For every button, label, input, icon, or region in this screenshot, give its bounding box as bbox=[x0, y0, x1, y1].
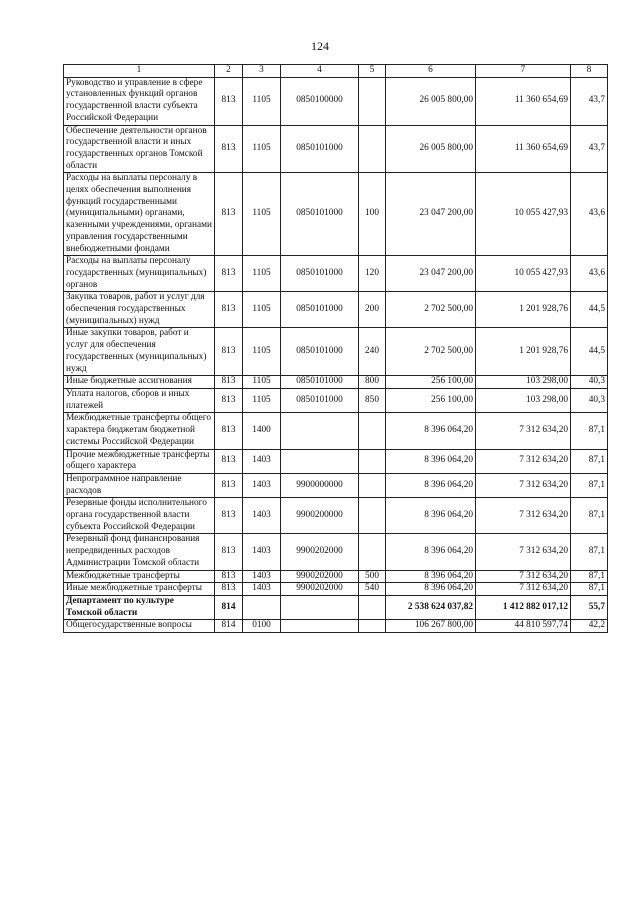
plan-amount-cell: 8 396 064,20 bbox=[386, 583, 476, 596]
expense-type-cell: 100 bbox=[359, 173, 386, 256]
row-name-cell: Резервный фонд финансирования непредвиденных расходов Администрации Томской области bbox=[64, 534, 215, 570]
section-code-cell: 1403 bbox=[243, 449, 281, 473]
plan-amount-cell: 256 100,00 bbox=[386, 376, 476, 389]
plan-amount-cell: 8 396 064,20 bbox=[386, 534, 476, 570]
row-name-cell: Резервные фонды исполнительного органа государственной власти субъекта Российской Федерации bbox=[64, 498, 215, 534]
ved-cell: 813 bbox=[215, 473, 243, 497]
plan-amount-cell: 23 047 200,00 bbox=[386, 173, 476, 256]
plan-amount-cell: 8 396 064,20 bbox=[386, 413, 476, 449]
expense-type-cell: 850 bbox=[359, 388, 386, 412]
actual-amount-cell: 7 312 634,20 bbox=[476, 449, 571, 473]
row-name-cell: Общегосударственные вопросы bbox=[64, 620, 215, 633]
row-name-cell: Расходы на выплаты персоналу в целях обеспечения выполнения функций государственными (муниципальными) органами, казенными учреждениями, органами управления государственными внебюджетными фондами bbox=[64, 173, 215, 256]
ved-cell: 814 bbox=[215, 595, 243, 619]
expense-type-cell: 240 bbox=[359, 328, 386, 376]
table-row bbox=[64, 256, 608, 292]
table-row bbox=[64, 292, 608, 328]
section-code-cell: 1105 bbox=[243, 376, 281, 389]
target-article-cell: 0850101000 bbox=[281, 388, 359, 412]
ved-cell: 813 bbox=[215, 173, 243, 256]
section-code-cell: 1400 bbox=[243, 413, 281, 449]
target-article-cell: 9900202000 bbox=[281, 534, 359, 570]
ved-cell: 813 bbox=[215, 413, 243, 449]
expense-type-cell bbox=[359, 473, 386, 497]
actual-amount-cell: 7 312 634,20 bbox=[476, 570, 571, 583]
percent-cell: 87,1 bbox=[571, 583, 608, 596]
actual-amount-cell: 44 810 597,74 bbox=[476, 620, 571, 633]
column-header: 2 bbox=[215, 65, 243, 78]
section-code-cell bbox=[243, 595, 281, 619]
row-name-cell: Иные закупки товаров, работ и услуг для обеспечения государственных (муниципальных) нужд bbox=[64, 328, 215, 376]
column-header: 8 bbox=[571, 65, 608, 78]
target-article-cell: 0850101000 bbox=[281, 328, 359, 376]
row-name-cell: Закупка товаров, работ и услуг для обеспечения государственных (муниципальных) нужд bbox=[64, 292, 215, 328]
plan-amount-cell: 26 005 800,00 bbox=[386, 125, 476, 173]
plan-amount-cell: 256 100,00 bbox=[386, 388, 476, 412]
row-name-cell: Межбюджетные трансферты общего характера бюджетам бюджетной системы Российской Федерации bbox=[64, 413, 215, 449]
actual-amount-cell: 1 201 928,76 bbox=[476, 328, 571, 376]
target-article-cell: 9900000000 bbox=[281, 473, 359, 497]
plan-amount-cell: 26 005 800,00 bbox=[386, 77, 476, 125]
actual-amount-cell: 103 298,00 bbox=[476, 376, 571, 389]
percent-cell: 43,6 bbox=[571, 256, 608, 292]
table-row bbox=[64, 173, 608, 256]
table-row bbox=[64, 570, 608, 583]
table-row bbox=[64, 125, 608, 173]
expense-type-cell: 500 bbox=[359, 570, 386, 583]
row-name-cell: Иные межбюджетные трансферты bbox=[64, 583, 215, 596]
column-header: 4 bbox=[281, 65, 359, 78]
column-header: 5 bbox=[359, 65, 386, 78]
section-code-cell: 1105 bbox=[243, 388, 281, 412]
expense-type-cell: 200 bbox=[359, 292, 386, 328]
row-name-cell: Расходы на выплаты персоналу государственных (муниципальных) органов bbox=[64, 256, 215, 292]
ved-cell: 813 bbox=[215, 376, 243, 389]
ved-cell: 813 bbox=[215, 583, 243, 596]
actual-amount-cell: 1 201 928,76 bbox=[476, 292, 571, 328]
actual-amount-cell: 11 360 654,69 bbox=[476, 125, 571, 173]
percent-cell: 43,7 bbox=[571, 125, 608, 173]
section-code-cell: 1403 bbox=[243, 498, 281, 534]
expense-type-cell bbox=[359, 498, 386, 534]
percent-cell: 87,1 bbox=[571, 413, 608, 449]
actual-amount-cell: 10 055 427,93 bbox=[476, 256, 571, 292]
ved-cell: 813 bbox=[215, 292, 243, 328]
section-code-cell: 1105 bbox=[243, 77, 281, 125]
target-article-cell: 9900202000 bbox=[281, 570, 359, 583]
header-row bbox=[64, 65, 608, 78]
ved-cell: 813 bbox=[215, 388, 243, 412]
expense-type-cell bbox=[359, 620, 386, 633]
percent-cell: 44,5 bbox=[571, 328, 608, 376]
plan-amount-cell: 106 267 800,00 bbox=[386, 620, 476, 633]
expense-type-cell bbox=[359, 449, 386, 473]
actual-amount-cell: 7 312 634,20 bbox=[476, 498, 571, 534]
percent-cell: 42,2 bbox=[571, 620, 608, 633]
target-article-cell: 0850101000 bbox=[281, 173, 359, 256]
row-name-cell: Обеспечение деятельности органов государственной власти и иных государственных органов Томской области bbox=[64, 125, 215, 173]
plan-amount-cell: 8 396 064,20 bbox=[386, 498, 476, 534]
page-number: 124 bbox=[311, 39, 329, 53]
ved-cell: 813 bbox=[215, 498, 243, 534]
actual-amount-cell: 7 312 634,20 bbox=[476, 473, 571, 497]
percent-cell: 43,7 bbox=[571, 77, 608, 125]
target-article-cell: 0850101000 bbox=[281, 292, 359, 328]
row-name-cell: Департамент по культуре Томской области bbox=[64, 595, 215, 619]
plan-amount-cell: 8 396 064,20 bbox=[386, 449, 476, 473]
row-name-cell: Прочие межбюджетные трансферты общего характера bbox=[64, 449, 215, 473]
percent-cell: 40,3 bbox=[571, 376, 608, 389]
column-header: 3 bbox=[243, 65, 281, 78]
table-row bbox=[64, 620, 608, 633]
section-code-cell: 1403 bbox=[243, 473, 281, 497]
expense-type-cell: 540 bbox=[359, 583, 386, 596]
actual-amount-cell: 11 360 654,69 bbox=[476, 77, 571, 125]
expense-type-cell: 800 bbox=[359, 376, 386, 389]
table-row bbox=[64, 413, 608, 449]
target-article-cell: 0850101000 bbox=[281, 125, 359, 173]
ved-cell: 814 bbox=[215, 620, 243, 633]
plan-amount-cell: 2 702 500,00 bbox=[386, 292, 476, 328]
percent-cell: 87,1 bbox=[571, 498, 608, 534]
ved-cell: 813 bbox=[215, 449, 243, 473]
actual-amount-cell: 7 312 634,20 bbox=[476, 534, 571, 570]
actual-amount-cell: 10 055 427,93 bbox=[476, 173, 571, 256]
ved-cell: 813 bbox=[215, 125, 243, 173]
section-code-cell: 1105 bbox=[243, 125, 281, 173]
column-header: 7 bbox=[476, 65, 571, 78]
ved-cell: 813 bbox=[215, 256, 243, 292]
target-article-cell: 9900202000 bbox=[281, 583, 359, 596]
percent-cell: 43,6 bbox=[571, 173, 608, 256]
target-article-cell bbox=[281, 413, 359, 449]
table-row bbox=[64, 449, 608, 473]
table-row bbox=[64, 376, 608, 389]
expense-type-cell bbox=[359, 534, 386, 570]
section-code-cell: 1105 bbox=[243, 328, 281, 376]
row-name-cell: Руководство и управление в сфере установленных функций органов государственной власти субъекта Российской Федерации bbox=[64, 77, 215, 125]
percent-cell: 87,1 bbox=[571, 473, 608, 497]
target-article-cell: 0850101000 bbox=[281, 256, 359, 292]
table-row bbox=[64, 388, 608, 412]
percent-cell: 55,7 bbox=[571, 595, 608, 619]
percent-cell: 87,1 bbox=[571, 449, 608, 473]
plan-amount-cell: 2 702 500,00 bbox=[386, 328, 476, 376]
row-name-cell: Иные бюджетные ассигнования bbox=[64, 376, 215, 389]
table-row bbox=[64, 498, 608, 534]
row-name-cell: Уплата налогов, сборов и иных платежей bbox=[64, 388, 215, 412]
actual-amount-cell: 7 312 634,20 bbox=[476, 583, 571, 596]
section-code-cell: 1403 bbox=[243, 570, 281, 583]
actual-amount-cell: 103 298,00 bbox=[476, 388, 571, 412]
table-row bbox=[64, 77, 608, 125]
table-row bbox=[64, 473, 608, 497]
target-article-cell bbox=[281, 595, 359, 619]
target-article-cell: 9900200000 bbox=[281, 498, 359, 534]
ved-cell: 813 bbox=[215, 534, 243, 570]
ved-cell: 813 bbox=[215, 77, 243, 125]
budget-table bbox=[63, 64, 608, 633]
expense-type-cell bbox=[359, 77, 386, 125]
table-row bbox=[64, 583, 608, 596]
target-article-cell bbox=[281, 449, 359, 473]
table-body bbox=[64, 77, 608, 632]
plan-amount-cell: 8 396 064,20 bbox=[386, 473, 476, 497]
target-article-cell bbox=[281, 620, 359, 633]
percent-cell: 40,3 bbox=[571, 388, 608, 412]
table-row bbox=[64, 328, 608, 376]
percent-cell: 87,1 bbox=[571, 534, 608, 570]
column-header: 6 bbox=[386, 65, 476, 78]
percent-cell: 87,1 bbox=[571, 570, 608, 583]
section-code-cell: 0100 bbox=[243, 620, 281, 633]
target-article-cell: 0850101000 bbox=[281, 376, 359, 389]
expense-type-cell bbox=[359, 125, 386, 173]
section-code-cell: 1403 bbox=[243, 583, 281, 596]
actual-amount-cell: 7 312 634,20 bbox=[476, 413, 571, 449]
ved-cell: 813 bbox=[215, 570, 243, 583]
ved-cell: 813 bbox=[215, 328, 243, 376]
plan-amount-cell: 2 538 624 037,82 bbox=[386, 595, 476, 619]
target-article-cell: 0850100000 bbox=[281, 77, 359, 125]
column-header: 1 bbox=[64, 65, 215, 78]
percent-cell: 44,5 bbox=[571, 292, 608, 328]
expense-type-cell: 120 bbox=[359, 256, 386, 292]
plan-amount-cell: 23 047 200,00 bbox=[386, 256, 476, 292]
table-row bbox=[64, 534, 608, 570]
expense-type-cell bbox=[359, 413, 386, 449]
section-code-cell: 1105 bbox=[243, 173, 281, 256]
row-name-cell: Межбюджетные трансферты bbox=[64, 570, 215, 583]
section-code-cell: 1403 bbox=[243, 534, 281, 570]
actual-amount-cell: 1 412 882 017,12 bbox=[476, 595, 571, 619]
plan-amount-cell: 8 396 064,20 bbox=[386, 570, 476, 583]
expense-type-cell bbox=[359, 595, 386, 619]
section-code-cell: 1105 bbox=[243, 256, 281, 292]
table-row bbox=[64, 595, 608, 619]
section-code-cell: 1105 bbox=[243, 292, 281, 328]
row-name-cell: Непрограммное направление расходов bbox=[64, 473, 215, 497]
